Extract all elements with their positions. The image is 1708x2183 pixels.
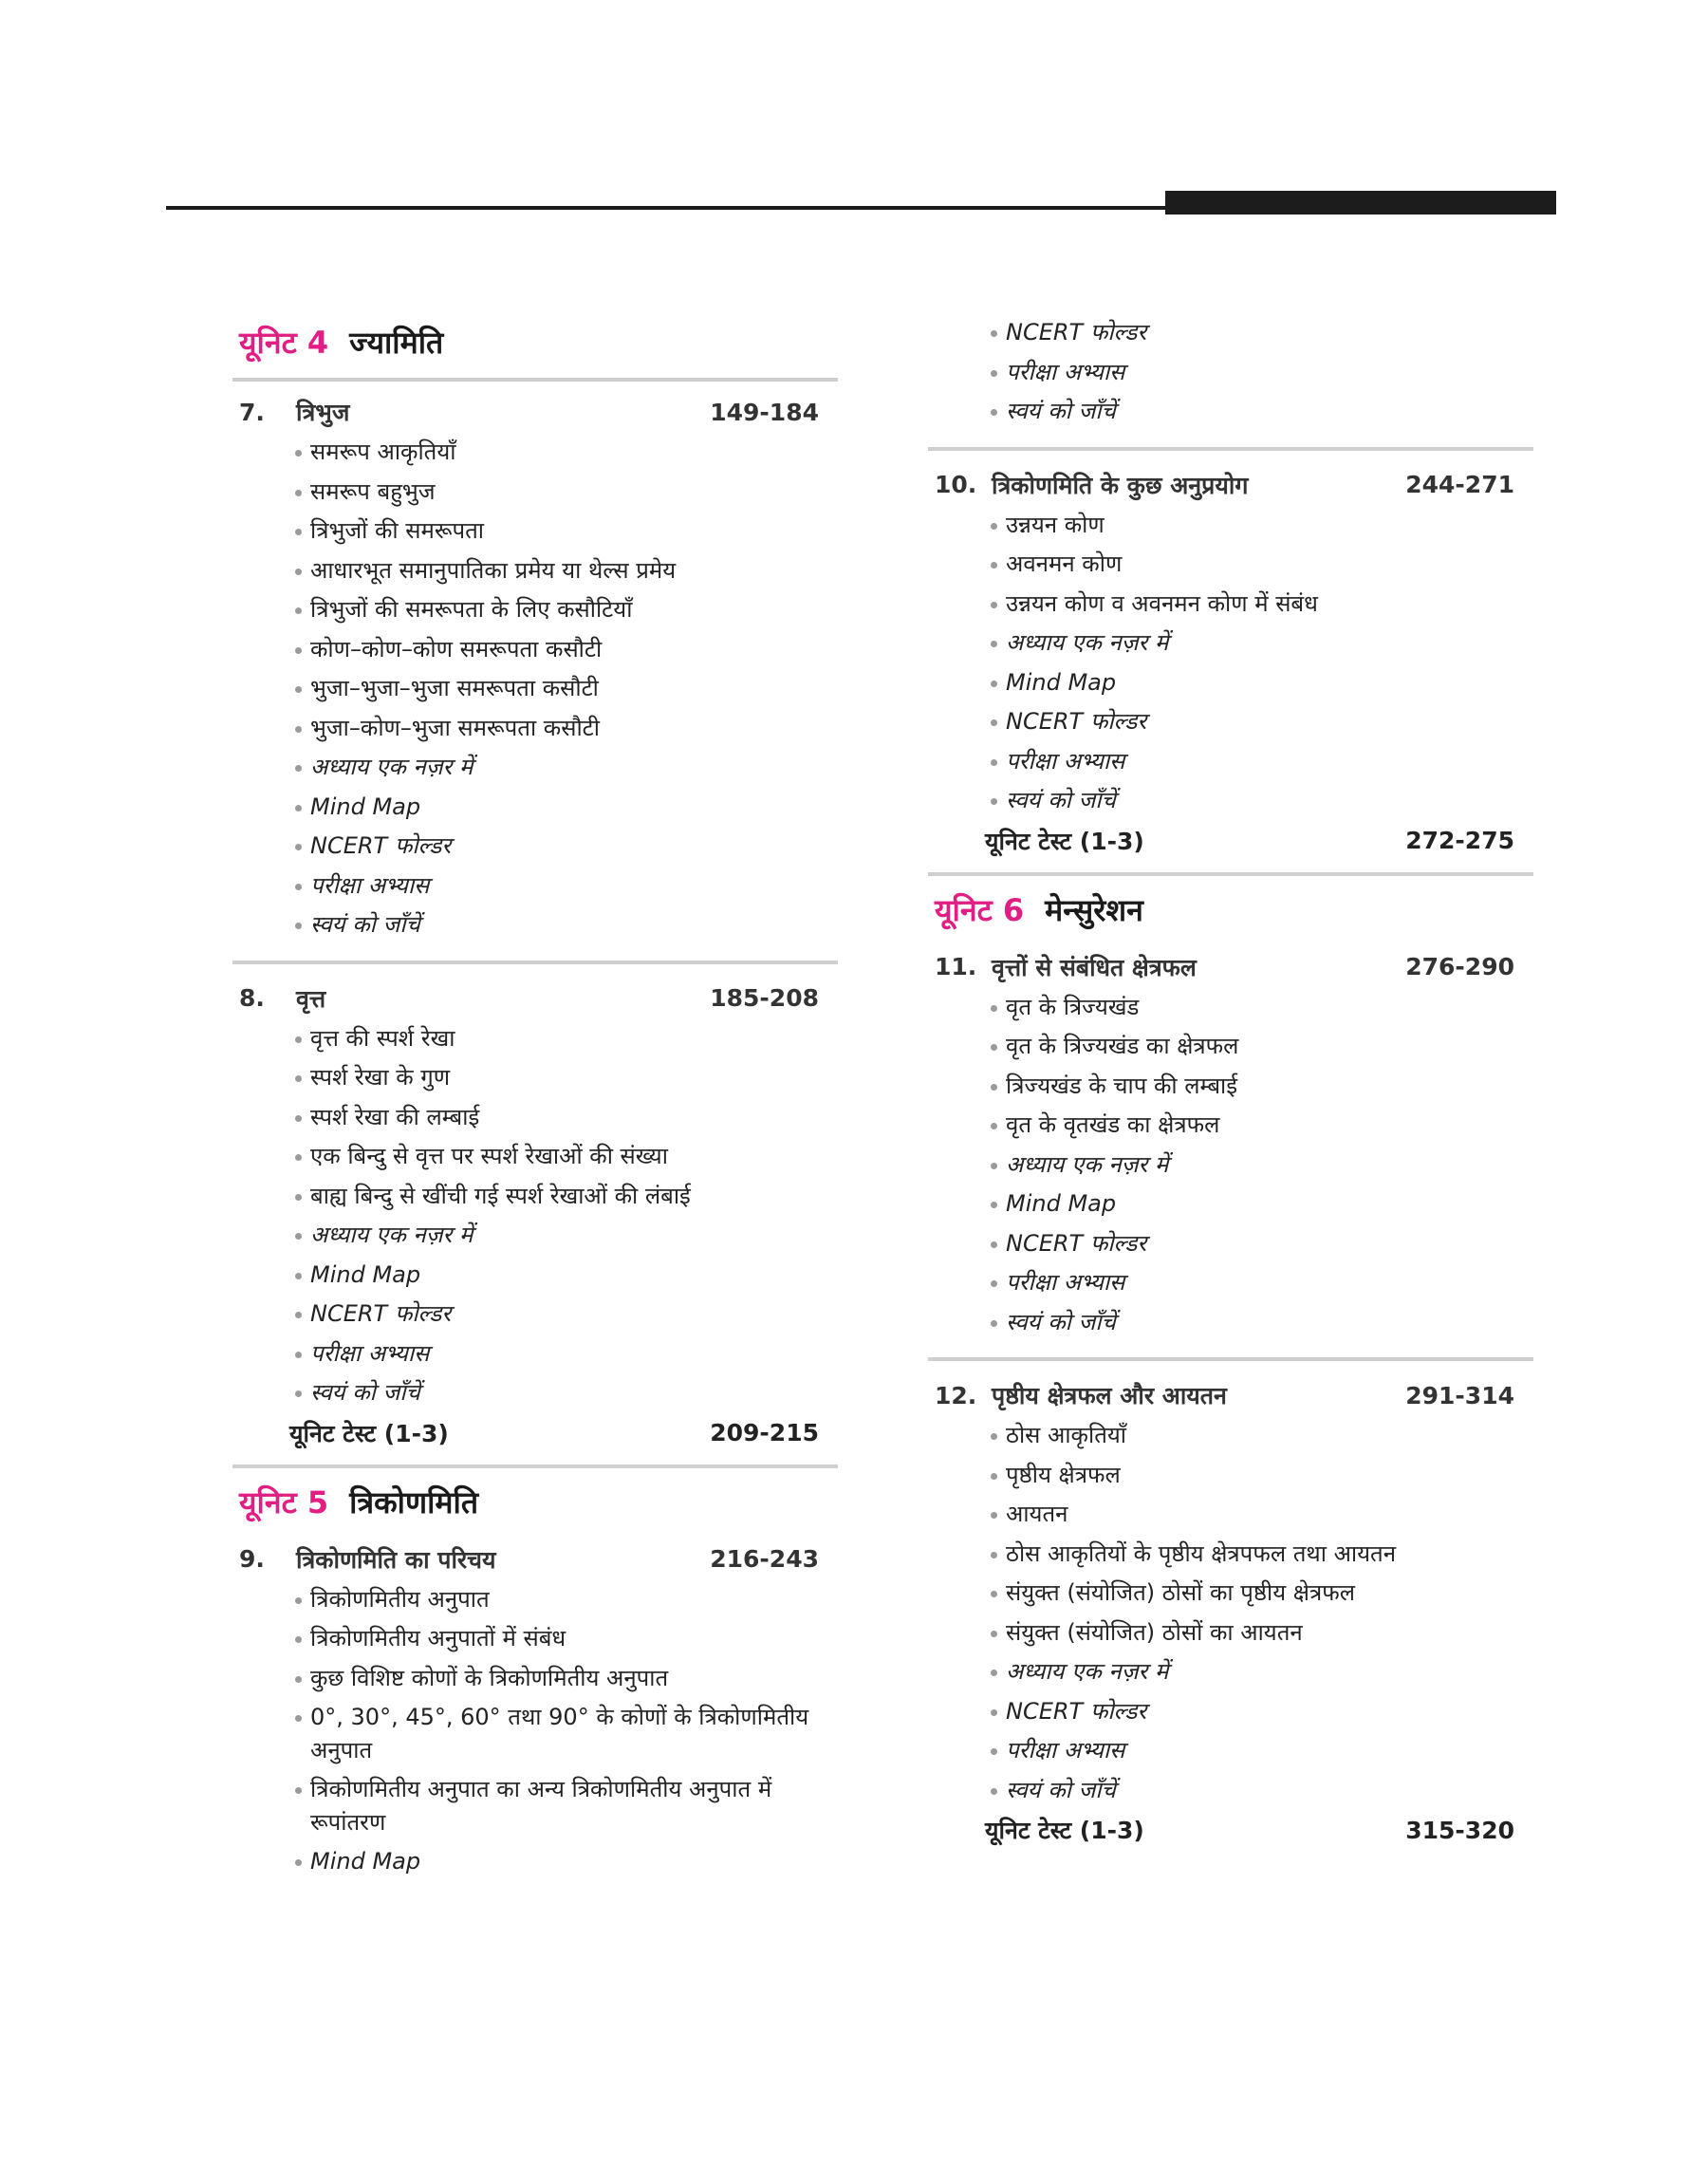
chapter-title: वृत्त bbox=[296, 984, 326, 1013]
topic-item: परीक्षा अभ्यास bbox=[928, 1731, 1533, 1771]
chapter-10-topics bbox=[928, 506, 1533, 821]
unit-test-label: यूनिट टेस्ट (1-3) bbox=[985, 827, 1144, 855]
chapter-9-topics bbox=[232, 1580, 838, 1882]
unit-title: ज्यामिति bbox=[349, 324, 444, 361]
section-divider bbox=[928, 1357, 1533, 1361]
topic-item: समरूप आकृतियाँ bbox=[232, 433, 838, 473]
unit-test-label: यूनिट टेस्ट (1-3) bbox=[289, 1419, 449, 1447]
chapter-title: त्रिभुज bbox=[296, 399, 350, 426]
topic-item: Mind Map bbox=[232, 1256, 838, 1296]
topic-item: त्रिकोणमितीय अनुपात bbox=[232, 1580, 838, 1620]
unit-title: मेन्सुरेशन bbox=[1045, 892, 1143, 928]
topic-item: कोण–कोण–कोण समरूपता कसौटी bbox=[232, 630, 838, 670]
chapter-number: 11. bbox=[935, 953, 977, 980]
chapter-9-topics-continued bbox=[928, 313, 1533, 432]
unit-test-pages: 272-275 bbox=[1405, 827, 1514, 854]
chapter-9-heading[interactable] bbox=[232, 1539, 838, 1580]
chapter-10-heading[interactable] bbox=[928, 464, 1533, 506]
chapter-12-topics bbox=[928, 1416, 1533, 1810]
chapter-title: त्रिकोणमिति के कुछ अनुप्रयोग bbox=[992, 471, 1249, 499]
topic-item: परीक्षा अभ्यास bbox=[928, 353, 1533, 393]
topic-item: वृत्त की स्पर्श रेखा bbox=[232, 1019, 838, 1059]
topic-item: अध्याय एक नज़र में bbox=[232, 1216, 838, 1256]
unit-label: यूनिट 5 bbox=[239, 1484, 329, 1521]
topic-item: वृत के वृतखंड का क्षेत्रफल bbox=[928, 1106, 1533, 1146]
topic-item: 0°, 30°, 45°, 60° तथा 90° के कोणों के त्रिकोणमितीय अनुपात bbox=[232, 1698, 838, 1770]
topic-item: परीक्षा अभ्यास bbox=[928, 1263, 1533, 1303]
topic-item: त्रिकोणमितीय अनुपातों में संबंध bbox=[232, 1619, 838, 1659]
topic-item: स्वयं को जाँचें bbox=[928, 392, 1533, 432]
topic-item: अवनमन कोण bbox=[928, 545, 1533, 585]
topic-item: उन्नयन कोण bbox=[928, 506, 1533, 546]
topic-item: Mind Map bbox=[928, 663, 1533, 703]
chapter-pages: 244-271 bbox=[1405, 471, 1514, 498]
topic-item: वृत के त्रिज्यखंड का क्षेत्रफल bbox=[928, 1027, 1533, 1067]
unit-5-heading bbox=[232, 1474, 838, 1531]
topic-item: अध्याय एक नज़र में bbox=[928, 1652, 1533, 1692]
topic-item: स्वयं को जाँचें bbox=[232, 1373, 838, 1413]
unit-6-heading bbox=[928, 882, 1533, 939]
topic-item: त्रिभुजों की समरूपता bbox=[232, 512, 838, 551]
topic-item: एक बिन्दु से वृत्त पर स्पर्श रेखाओं की संख्या bbox=[232, 1137, 838, 1177]
topic-item: स्पर्श रेखा के गुण bbox=[232, 1058, 838, 1098]
header-tab bbox=[1165, 191, 1556, 215]
unit-test-pages: 315-320 bbox=[1405, 1816, 1514, 1844]
topic-item: NCERT फोल्डर bbox=[928, 702, 1533, 742]
chapter-12-heading[interactable] bbox=[928, 1374, 1533, 1416]
unit-6-test-row[interactable] bbox=[928, 1810, 1533, 1850]
unit-5-test-row[interactable] bbox=[928, 821, 1533, 861]
chapter-11-topics bbox=[928, 988, 1533, 1343]
topic-item: NCERT फोल्डर bbox=[232, 1295, 838, 1334]
section-divider bbox=[928, 872, 1533, 876]
chapter-7-topics bbox=[232, 433, 838, 945]
toc-right-column bbox=[928, 313, 1533, 1850]
chapter-number: 10. bbox=[935, 471, 977, 498]
topic-item: भुजा–कोण–भुजा समरूपता कसौटी bbox=[232, 709, 838, 749]
topic-item: संयुक्त (संयोजित) ठोसों का पृष्ठीय क्षेत्रफल bbox=[928, 1574, 1533, 1614]
topic-item: स्पर्श रेखा की लम्बाई bbox=[232, 1098, 838, 1138]
topic-item: परीक्षा अभ्यास bbox=[232, 1334, 838, 1374]
topic-item: समरूप बहुभुज bbox=[232, 473, 838, 513]
topic-item: अध्याय एक नज़र में bbox=[232, 748, 838, 788]
topic-item: आयतन bbox=[928, 1495, 1533, 1535]
chapter-8-heading[interactable] bbox=[232, 978, 838, 1019]
topic-item: स्वयं को जाँचें bbox=[232, 905, 838, 945]
toc-left-column bbox=[232, 313, 838, 1882]
topic-item: परीक्षा अभ्यास bbox=[928, 742, 1533, 782]
chapter-8-topics bbox=[232, 1019, 838, 1413]
topic-item: स्वयं को जाँचें bbox=[928, 1303, 1533, 1343]
chapter-number: 7. bbox=[239, 398, 265, 426]
topic-item: वृत के त्रिज्यखंड bbox=[928, 988, 1533, 1028]
chapter-title: पृष्ठीय क्षेत्रफल और आयतन bbox=[992, 1382, 1227, 1409]
section-divider bbox=[232, 961, 838, 964]
unit-label: यूनिट 4 bbox=[239, 324, 329, 361]
topic-item: संयुक्त (संयोजित) ठोसों का आयतन bbox=[928, 1614, 1533, 1653]
topic-item: त्रिज्यखंड के चाप की लम्बाई bbox=[928, 1067, 1533, 1107]
topic-item: Mind Map bbox=[928, 1185, 1533, 1224]
topic-item: स्वयं को जाँचें bbox=[928, 1771, 1533, 1811]
topic-item: ठोस आकृतियों के पृष्ठीय क्षेत्रपफल तथा आयतन bbox=[928, 1535, 1533, 1575]
topic-item: अध्याय एक नज़र में bbox=[928, 1146, 1533, 1185]
chapter-7-heading[interactable] bbox=[232, 391, 838, 433]
topic-item: त्रिभुजों की समरूपता के लिए कसौटियाँ bbox=[232, 590, 838, 630]
topic-item: परीक्षा अभ्यास bbox=[232, 867, 838, 906]
section-divider bbox=[232, 1465, 838, 1468]
topic-item: स्वयं को जाँचें bbox=[928, 781, 1533, 821]
chapter-title: त्रिकोणमिति का परिचय bbox=[296, 1545, 496, 1574]
unit-test-label: यूनिट टेस्ट (1-3) bbox=[985, 1817, 1144, 1844]
section-divider bbox=[928, 447, 1533, 451]
chapter-number: 8. bbox=[239, 984, 265, 1012]
topic-item: Mind Map bbox=[232, 788, 838, 828]
topic-item: NCERT फोल्डर bbox=[928, 1224, 1533, 1264]
unit-label: यूनिट 6 bbox=[935, 892, 1025, 928]
topic-item: पृष्ठीय क्षेत्रफल bbox=[928, 1456, 1533, 1496]
chapter-pages: 149-184 bbox=[710, 398, 819, 426]
topic-item: अध्याय एक नज़र में bbox=[928, 624, 1533, 663]
chapter-pages: 276-290 bbox=[1405, 953, 1514, 980]
topic-item: आधारभूत समानुपातिका प्रमेय या थेल्स प्रमेय bbox=[232, 551, 838, 591]
topic-item: NCERT फोल्डर bbox=[928, 313, 1533, 353]
topic-item: NCERT फोल्डर bbox=[928, 1692, 1533, 1732]
chapter-pages: 216-243 bbox=[710, 1545, 819, 1573]
unit-4-test-row[interactable] bbox=[232, 1413, 838, 1453]
chapter-title: वृत्तों से संबंधित क्षेत्रफल bbox=[992, 953, 1197, 981]
unit-rule bbox=[232, 378, 838, 382]
topic-item: NCERT फोल्डर bbox=[232, 827, 838, 867]
unit-4-heading bbox=[232, 313, 838, 370]
topic-item: उन्नयन कोण व अवनमन कोण में संबंध bbox=[928, 585, 1533, 625]
topic-item: भुजा–भुजा–भुजा समरूपता कसौटी bbox=[232, 669, 838, 709]
chapter-pages: 185-208 bbox=[710, 984, 819, 1012]
unit-title: त्रिकोणमिति bbox=[349, 1484, 479, 1521]
topic-item: ठोस आकृतियाँ bbox=[928, 1416, 1533, 1456]
topic-item: कुछ विशिष्ट कोणों के त्रिकोणमितीय अनुपात bbox=[232, 1659, 838, 1699]
topic-item: त्रिकोणमितीय अनुपात का अन्य त्रिकोणमितीय अनुपात में रूपांतरण bbox=[232, 1770, 838, 1842]
chapter-number: 12. bbox=[935, 1381, 977, 1409]
chapter-11-heading[interactable] bbox=[928, 946, 1533, 988]
topic-item: बाह्य बिन्दु से खींची गई स्पर्श रेखाओं की लंबाई bbox=[232, 1177, 838, 1217]
chapter-number: 9. bbox=[239, 1545, 265, 1573]
chapter-pages: 291-314 bbox=[1405, 1381, 1514, 1409]
topic-item: Mind Map bbox=[232, 1842, 838, 1882]
unit-test-pages: 209-215 bbox=[710, 1419, 819, 1446]
